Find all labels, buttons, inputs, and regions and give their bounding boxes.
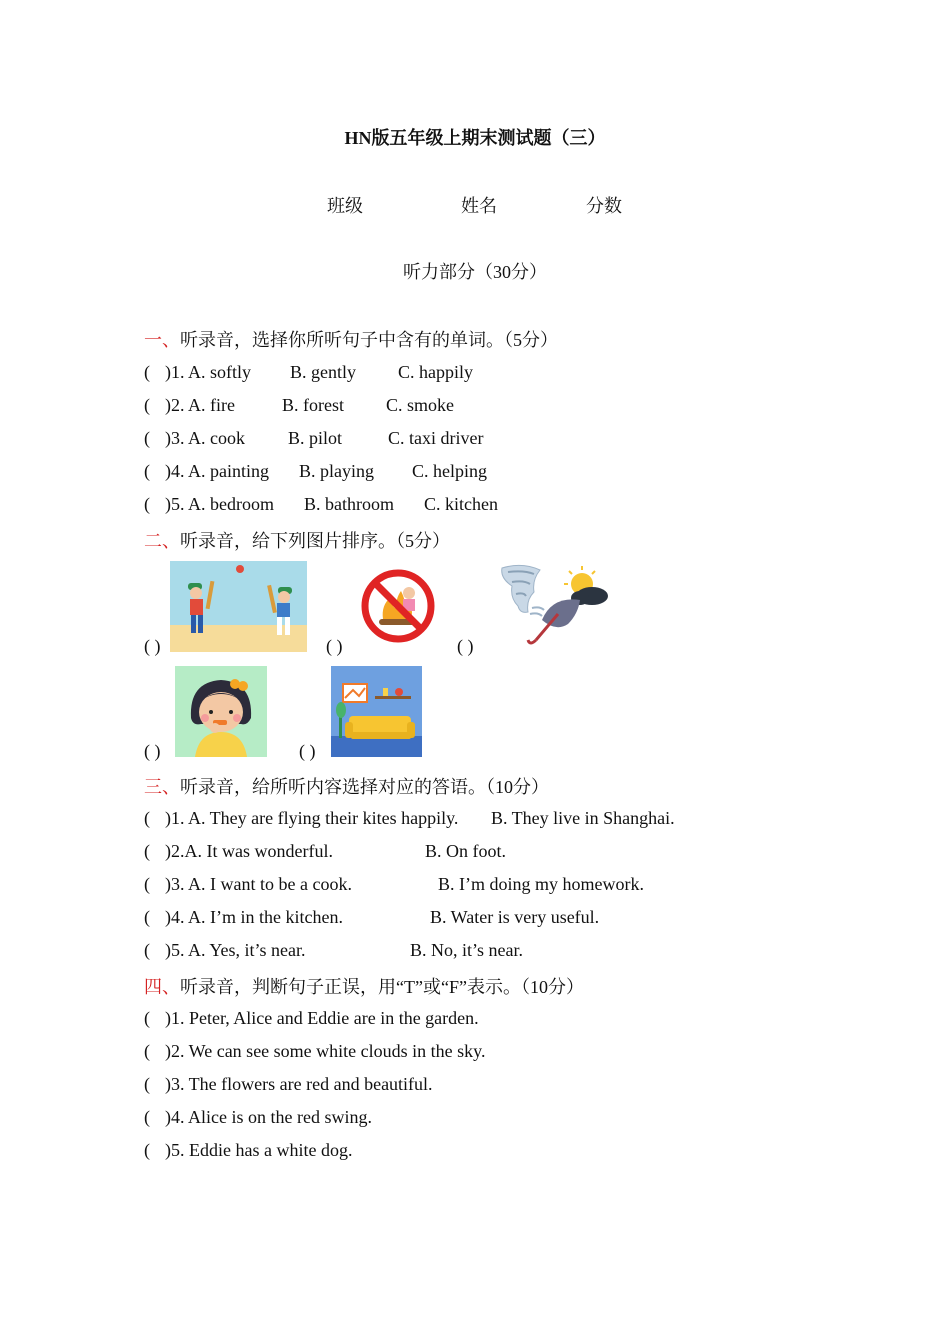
answer-blank[interactable]: ( [144, 362, 150, 382]
answer-blank[interactable]: ( [144, 461, 150, 481]
statement: )4. Alice is on the red swing. [165, 1107, 372, 1127]
option-a: )1. A. softly [165, 362, 252, 382]
section-2-heading [144, 527, 450, 553]
class-label: 班级 [327, 196, 363, 216]
section-number: 一、 [144, 330, 180, 350]
section-3-heading [144, 773, 549, 799]
statement: )2. We can see some white clouds in the sky. [165, 1041, 486, 1061]
section-instruction: 听录音，选择你所听句子中含有的单词。（5分） [180, 330, 558, 350]
answer-blank[interactable]: ( [144, 1041, 150, 1061]
section-instruction: 听录音，判断句子正误，用“T”或“F”表示。（10分） [180, 977, 584, 997]
no-fire-sign-picture [361, 569, 435, 643]
answer-blank[interactable]: ( ) [457, 636, 474, 656]
option-a: )4. A. painting [165, 461, 269, 481]
option-b: B. No, it’s near. [410, 940, 523, 960]
answer-blank[interactable]: ( [144, 874, 150, 894]
option-c: C. kitchen [424, 494, 498, 514]
answer-blank[interactable]: ( [144, 494, 150, 514]
option-a: )2. A. fire [165, 395, 235, 415]
section-instruction: 听录音，给所听内容选择对应的答语。（10分） [180, 777, 549, 797]
answer-blank[interactable]: ( [144, 1008, 150, 1028]
answer-blank[interactable]: ( [144, 395, 150, 415]
option-a: )3. A. cook [165, 428, 245, 448]
section-instruction: 听录音，给下列图片排序。（5分） [180, 531, 450, 551]
listening-subtitle: 听力部分（30分） [403, 262, 547, 282]
option-b: B. I’m doing my homework. [438, 874, 644, 894]
section-number: 四、 [144, 977, 180, 997]
option-b: B. forest [282, 395, 344, 415]
answer-blank[interactable]: ( [144, 428, 150, 448]
option-c: C. taxi driver [388, 428, 484, 448]
option-a: )5. A. bedroom [165, 494, 274, 514]
score-label: 分数 [586, 196, 622, 216]
answer-blank[interactable]: ( ) [299, 741, 316, 761]
answer-blank[interactable]: ( ) [144, 636, 161, 656]
option-b: B. bathroom [304, 494, 394, 514]
option-b: B. On foot. [425, 841, 506, 861]
statement: )3. The flowers are red and beautiful. [165, 1074, 433, 1094]
option-a: )2.A. It was wonderful. [165, 841, 333, 861]
page-title: HN版五年级上期末测试题（三） [344, 128, 606, 148]
question-row [144, 362, 150, 383]
answer-blank[interactable]: ( [144, 1140, 150, 1160]
option-b: B. gently [290, 362, 356, 382]
section-number: 三、 [144, 777, 180, 797]
answer-blank[interactable]: ( ) [144, 741, 161, 761]
name-label: 姓名 [461, 196, 497, 216]
option-a: )4. A. I’m in the kitchen. [165, 907, 343, 927]
option-b: B. They live in Shanghai. [491, 808, 675, 828]
section-number: 二、 [144, 531, 180, 551]
answer-blank[interactable]: ( [144, 1074, 150, 1094]
living-room-picture [331, 666, 422, 757]
option-b: B. playing [299, 461, 374, 481]
statement: )5. Eddie has a white dog. [165, 1140, 353, 1160]
girl-eating-picture [175, 666, 267, 757]
option-c: C. helping [412, 461, 487, 481]
answer-blank[interactable]: ( [144, 808, 150, 828]
answer-blank[interactable]: ( [144, 841, 150, 861]
option-b: B. Water is very useful. [430, 907, 600, 927]
section-4-heading [144, 973, 584, 999]
option-c: C. smoke [386, 395, 455, 415]
answer-blank[interactable]: ( [144, 907, 150, 927]
option-a: )3. A. I want to be a cook. [165, 874, 352, 894]
answer-blank[interactable]: ( ) [326, 636, 343, 656]
option-a: )1. A. They are flying their kites happily. [165, 808, 459, 828]
section-1-heading [144, 326, 558, 352]
answer-blank[interactable]: ( [144, 1107, 150, 1127]
statement: )1. Peter, Alice and Eddie are in the garden. [165, 1008, 479, 1028]
option-c: C. happily [398, 362, 473, 382]
option-a: )5. A. Yes, it’s near. [165, 940, 306, 960]
answer-blank[interactable]: ( [144, 940, 150, 960]
windy-weather-picture [496, 562, 612, 648]
baseball-kids-picture [170, 561, 307, 652]
option-b: B. pilot [288, 428, 343, 448]
